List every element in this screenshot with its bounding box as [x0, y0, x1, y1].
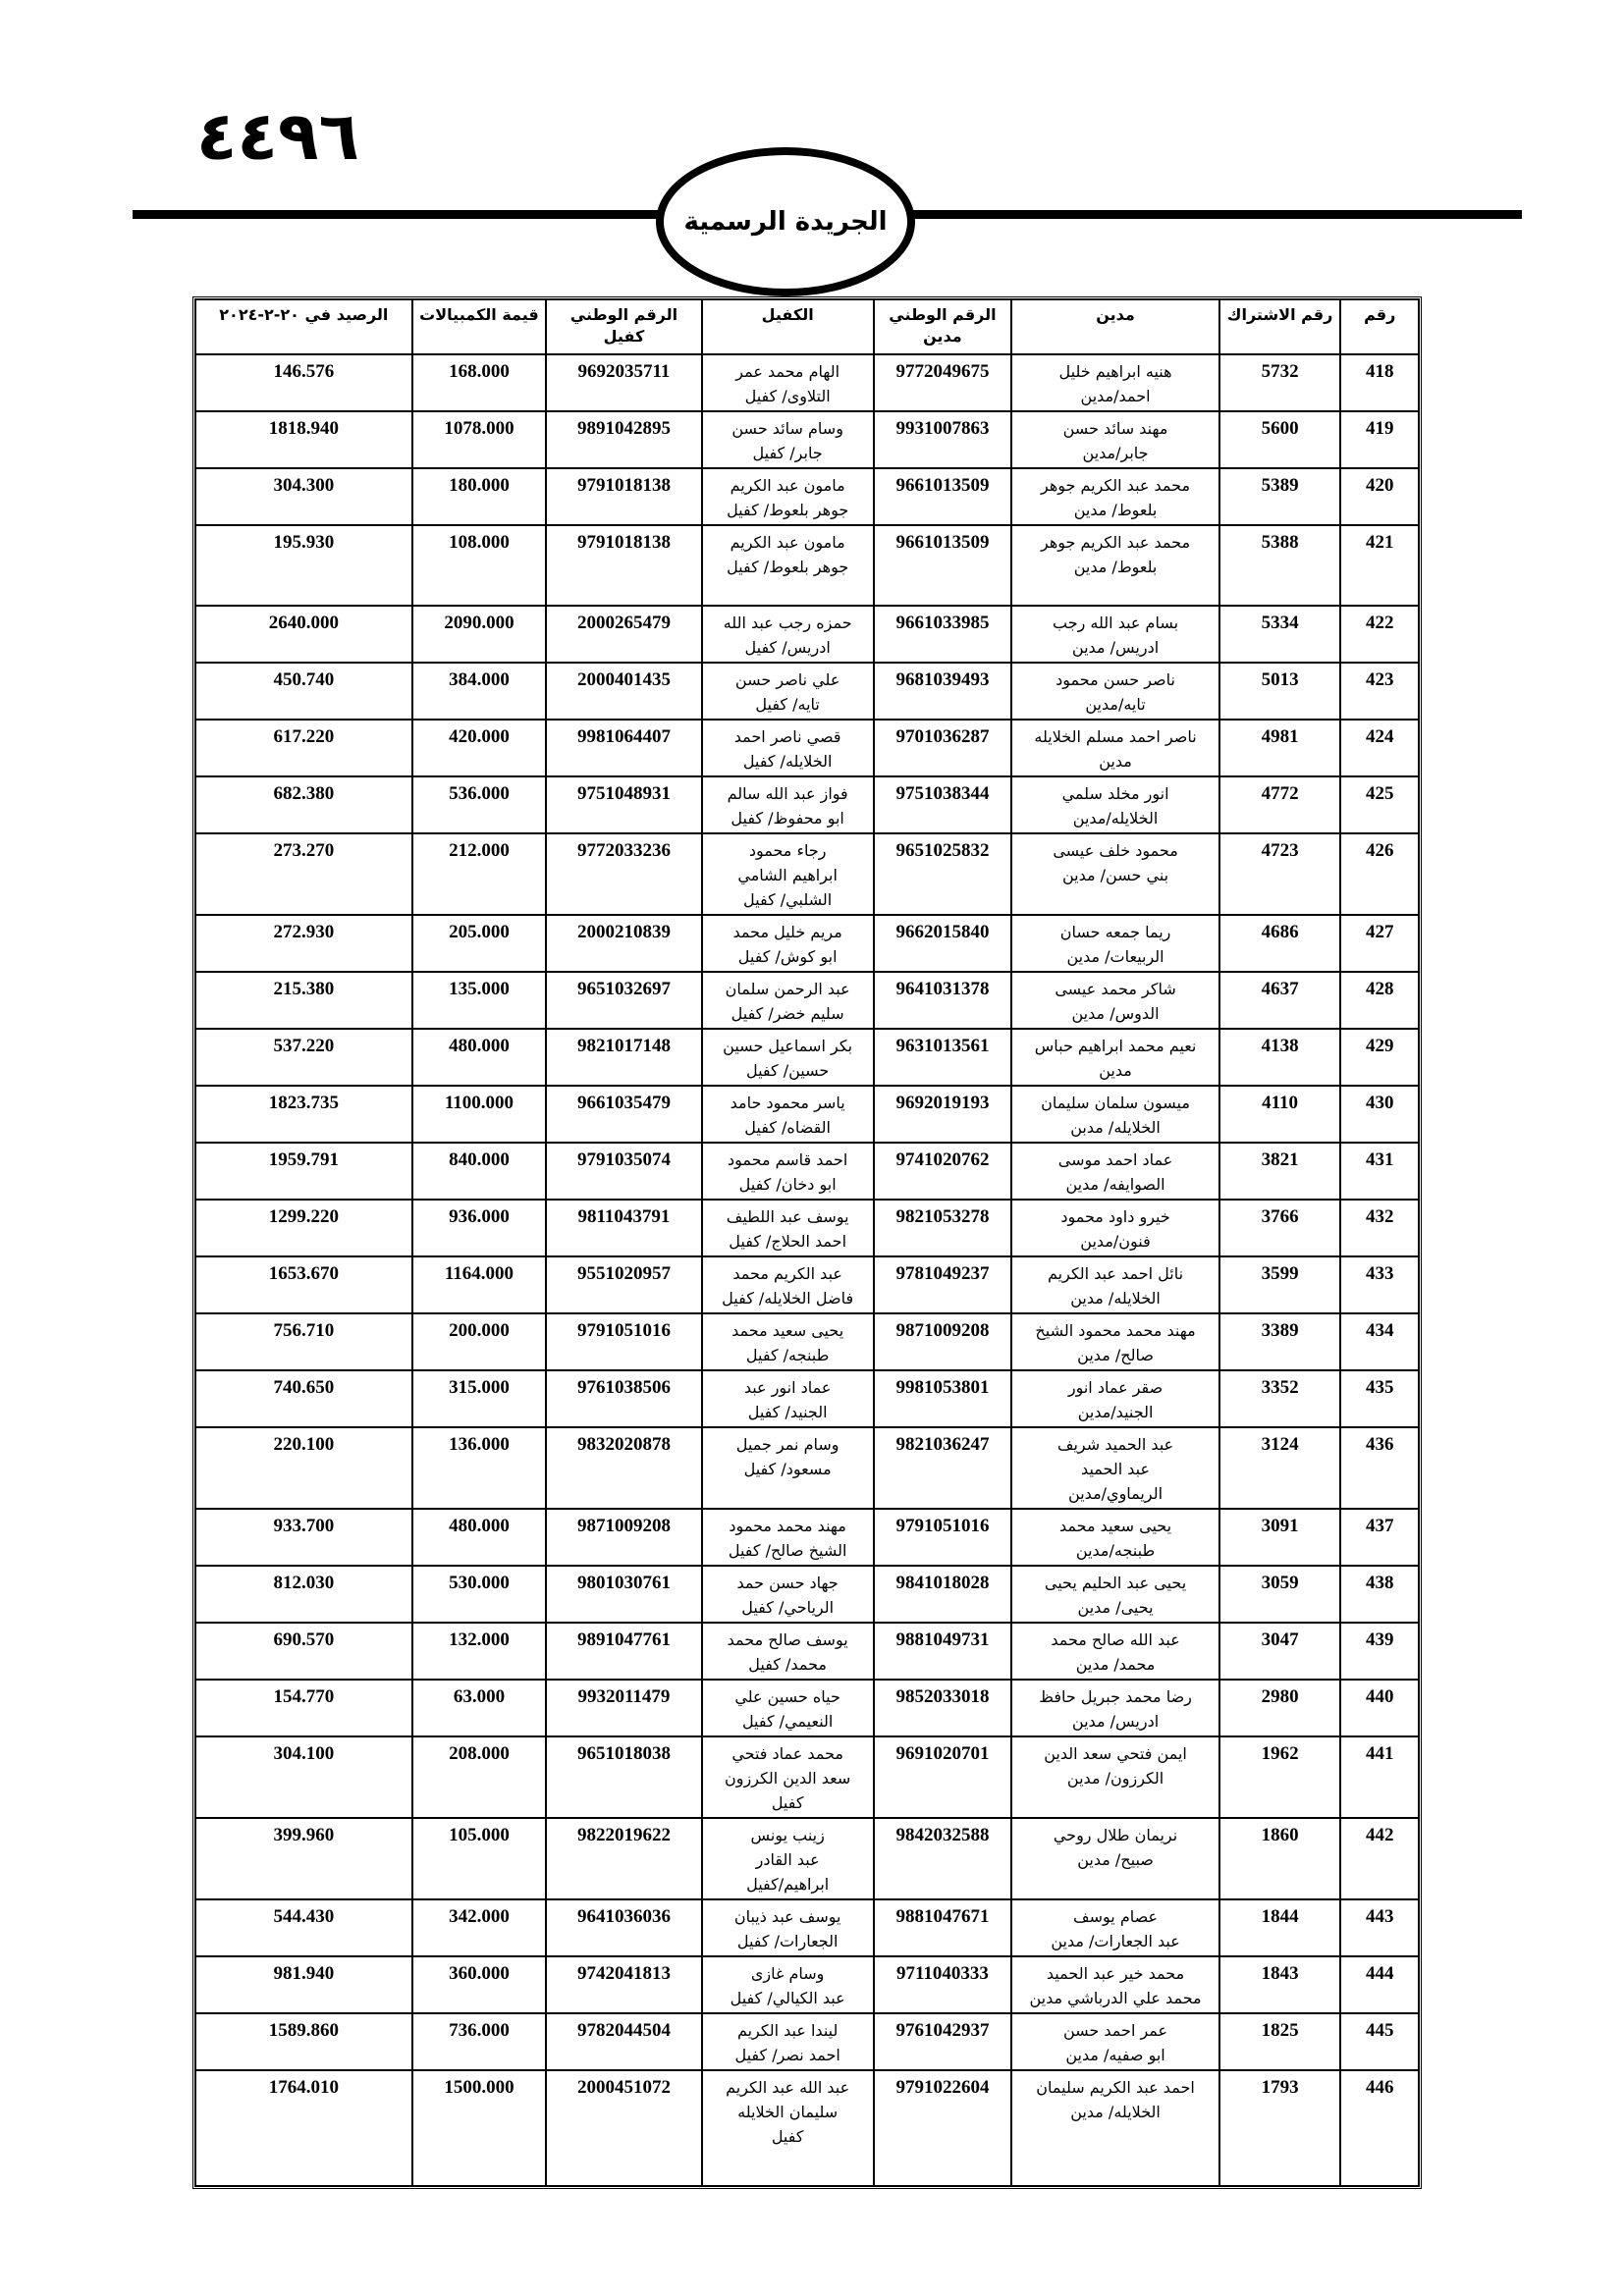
debtor-national-id: 9691020701: [874, 1736, 1012, 1818]
guarantor-national-id: 9791018138: [546, 468, 701, 525]
row-number: 432: [1340, 1200, 1419, 1256]
guarantor-name: مريم خليل محمد ابو كوش/ كفيل: [702, 915, 874, 972]
balance: 273.270: [195, 833, 412, 915]
balance: 399.960: [195, 1818, 412, 1899]
debtor-national-id: 9881049731: [874, 1623, 1012, 1680]
debtor-name: نعيم محمد ابراهيم حباس مدين: [1011, 1029, 1219, 1086]
balance: 215.380: [195, 972, 412, 1029]
subscription-number: 3352: [1219, 1370, 1341, 1427]
subscription-number: 5334: [1219, 606, 1341, 663]
table-row: [195, 1427, 1419, 1509]
debtor-name: مهند محمد محمود الشيخ صالح/ مدين: [1011, 1313, 1219, 1370]
guarantor-national-id: 9651032697: [546, 972, 701, 1029]
balance: 981.940: [195, 1956, 412, 2013]
guarantor-name: وسام نمر جميل مسعود/ كفيل: [702, 1427, 874, 1509]
guarantor-national-id: 9772033236: [546, 833, 701, 915]
table-row: [195, 1566, 1419, 1623]
subscription-number: 1843: [1219, 1956, 1341, 2013]
balance: 1589.860: [195, 2013, 412, 2070]
guarantor-name: وسام غازى عبد الكيالي/ كفيل: [702, 1956, 874, 2013]
subscription-number: 5732: [1219, 354, 1341, 411]
row-number: 425: [1340, 776, 1419, 833]
page-number: ٤٤٩٦: [196, 98, 360, 176]
col-debtor-id: الرقم الوطني مدين: [874, 299, 1012, 354]
balance: 195.930: [195, 525, 412, 606]
debtors-table: [192, 296, 1422, 2189]
bills-value: 2090.000: [412, 606, 547, 663]
bills-value: 530.000: [412, 1566, 547, 1623]
subscription-number: 3059: [1219, 1566, 1341, 1623]
row-number: 430: [1340, 1086, 1419, 1143]
debtor-national-id: 9931007863: [874, 411, 1012, 468]
guarantor-name: احمد قاسم محمود ابو دخان/ كفيل: [702, 1143, 874, 1200]
subscription-number: 3821: [1219, 1143, 1341, 1200]
debtor-national-id: 9772049675: [874, 354, 1012, 411]
table-row: [195, 1956, 1419, 2013]
bills-value: 1100.000: [412, 1086, 547, 1143]
row-number: 429: [1340, 1029, 1419, 1086]
guarantor-name: علي ناصر حسن تايه/ كفيل: [702, 663, 874, 720]
row-number: 441: [1340, 1736, 1419, 1818]
balance: 304.300: [195, 468, 412, 525]
table-row: [195, 1256, 1419, 1313]
row-number: 426: [1340, 833, 1419, 915]
guarantor-national-id: 9981064407: [546, 720, 701, 776]
table-row: [195, 606, 1419, 663]
guarantor-national-id: 2000210839: [546, 915, 701, 972]
guarantor-name: يوسف عبد اللطيف احمد الحلاج/ كفيل: [702, 1200, 874, 1256]
guarantor-national-id: 9811043791: [546, 1200, 701, 1256]
bills-value: 1078.000: [412, 411, 547, 468]
debtor-national-id: 9761042937: [874, 2013, 1012, 2070]
subscription-number: 3047: [1219, 1623, 1341, 1680]
guarantor-national-id: 9751048931: [546, 776, 701, 833]
subscription-number: 1825: [1219, 2013, 1341, 2070]
table-row: [195, 720, 1419, 776]
row-number: 427: [1340, 915, 1419, 972]
subscription-number: 4723: [1219, 833, 1341, 915]
table-row: [195, 1029, 1419, 1086]
row-number: 435: [1340, 1370, 1419, 1427]
guarantor-name: بكر اسماعيل حسين حسين/ كفيل: [702, 1029, 874, 1086]
debtor-name: ناصر احمد مسلم الخلايله مدين: [1011, 720, 1219, 776]
row-number: 443: [1340, 1899, 1419, 1956]
bills-value: 536.000: [412, 776, 547, 833]
debtor-national-id: 9661013509: [874, 525, 1012, 606]
subscription-number: 3766: [1219, 1200, 1341, 1256]
bills-value: 180.000: [412, 468, 547, 525]
bills-value: 1500.000: [412, 2070, 547, 2186]
table-row: [195, 1509, 1419, 1566]
subscription-number: 5388: [1219, 525, 1341, 606]
bills-value: 168.000: [412, 354, 547, 411]
table-row: [195, 1200, 1419, 1256]
table-row: [195, 972, 1419, 1029]
balance: 1764.010: [195, 2070, 412, 2186]
debtor-name: بسام عبد الله رجب ادريس/ مدين: [1011, 606, 1219, 663]
row-number: 445: [1340, 2013, 1419, 2070]
debtor-national-id: 9852033018: [874, 1680, 1012, 1736]
row-number: 442: [1340, 1818, 1419, 1899]
col-subscription: رقم الاشتراك: [1219, 299, 1341, 354]
debtor-name: ميسون سلمان سليمان الخلايله/ مدبن: [1011, 1086, 1219, 1143]
debtor-national-id: 9651025832: [874, 833, 1012, 915]
guarantor-national-id: 9782044504: [546, 2013, 701, 2070]
balance: 933.700: [195, 1509, 412, 1566]
table-row: [195, 1370, 1419, 1427]
debtor-national-id: 9841018028: [874, 1566, 1012, 1623]
gazette-title-oval: [656, 147, 915, 296]
debtor-name: يحيى عبد الحليم يحيى يحيى/ مدين: [1011, 1566, 1219, 1623]
guarantor-national-id: 9641036036: [546, 1899, 701, 1956]
table-row: [195, 1818, 1419, 1899]
guarantor-name: حياه حسين علي النعيمي/ كفيل: [702, 1680, 874, 1736]
col-no: رقم: [1340, 299, 1419, 354]
debtor-national-id: 9661033985: [874, 606, 1012, 663]
bills-value: 105.000: [412, 1818, 547, 1899]
table-header: [195, 299, 1419, 354]
subscription-number: 1860: [1219, 1818, 1341, 1899]
table-row: [195, 1680, 1419, 1736]
guarantor-national-id: 9742041813: [546, 1956, 701, 2013]
guarantor-national-id: 9651018038: [546, 1736, 701, 1818]
guarantor-national-id: 9821017148: [546, 1029, 701, 1086]
col-debtor: مدين: [1011, 299, 1219, 354]
balance: 2640.000: [195, 606, 412, 663]
subscription-number: 2980: [1219, 1680, 1341, 1736]
subscription-number: 3124: [1219, 1427, 1341, 1509]
subscription-number: 3091: [1219, 1509, 1341, 1566]
debtor-national-id: 9692019193: [874, 1086, 1012, 1143]
subscription-number: 1793: [1219, 2070, 1341, 2186]
guarantor-national-id: 9801030761: [546, 1566, 701, 1623]
guarantor-name: مهند محمد محمود الشيخ صالح/ كفيل: [702, 1509, 874, 1566]
bills-value: 342.000: [412, 1899, 547, 1956]
balance: 1299.220: [195, 1200, 412, 1256]
debtor-name: عمر احمد حسن ابو صفيه/ مدين: [1011, 2013, 1219, 2070]
guarantor-name: يوسف صالح محمد محمد/ كفيل: [702, 1623, 874, 1680]
row-number: 434: [1340, 1313, 1419, 1370]
subscription-number: 3599: [1219, 1256, 1341, 1313]
bills-value: 936.000: [412, 1200, 547, 1256]
row-number: 422: [1340, 606, 1419, 663]
debtor-national-id: 9701036287: [874, 720, 1012, 776]
guarantor-name: زينب يونس عبد القادر ابراهيم/كفيل: [702, 1818, 874, 1899]
debtor-name: يحيى سعيد محمد طبنجه/مدين: [1011, 1509, 1219, 1566]
debtor-national-id: 9791022604: [874, 2070, 1012, 2186]
bills-value: 736.000: [412, 2013, 547, 2070]
debtor-national-id: 9661013509: [874, 468, 1012, 525]
bills-value: 1164.000: [412, 1256, 547, 1313]
debtor-name: محمد عبد الكريم جوهر بلعوط/ مدين: [1011, 468, 1219, 525]
guarantor-national-id: 9871009208: [546, 1509, 701, 1566]
bills-value: 136.000: [412, 1427, 547, 1509]
balance: 617.220: [195, 720, 412, 776]
table-row: [195, 1143, 1419, 1200]
row-number: 420: [1340, 468, 1419, 525]
guarantor-name: جهاد حسن حمد الرياحي/ كفيل: [702, 1566, 874, 1623]
guarantor-national-id: 9932011479: [546, 1680, 701, 1736]
debtor-national-id: 9631013561: [874, 1029, 1012, 1086]
table-row: [195, 663, 1419, 720]
bills-value: 200.000: [412, 1313, 547, 1370]
guarantor-national-id: 2000265479: [546, 606, 701, 663]
debtor-national-id: 9981053801: [874, 1370, 1012, 1427]
row-number: 419: [1340, 411, 1419, 468]
bills-value: 205.000: [412, 915, 547, 972]
subscription-number: 4772: [1219, 776, 1341, 833]
guarantor-name: عبد الكريم محمد فاضل الخلايله/ كفيل: [702, 1256, 874, 1313]
bills-value: 63.000: [412, 1680, 547, 1736]
row-number: 418: [1340, 354, 1419, 411]
subscription-number: 4686: [1219, 915, 1341, 972]
bills-value: 132.000: [412, 1623, 547, 1680]
table-row: [195, 1899, 1419, 1956]
row-number: 428: [1340, 972, 1419, 1029]
guarantor-name: وسام سائد حسن جابر/ كفيل: [702, 411, 874, 468]
debtor-national-id: 9781049237: [874, 1256, 1012, 1313]
debtor-name: نريمان طلال روحي صبيح/ مدين: [1011, 1818, 1219, 1899]
balance: 756.710: [195, 1313, 412, 1370]
debtor-name: شاكر محمد عيسى الدوس/ مدين: [1011, 972, 1219, 1029]
debtor-national-id: 9842032588: [874, 1818, 1012, 1899]
row-number: 437: [1340, 1509, 1419, 1566]
subscription-number: 3389: [1219, 1313, 1341, 1370]
debtor-national-id: 9821053278: [874, 1200, 1012, 1256]
guarantor-national-id: 9761038506: [546, 1370, 701, 1427]
debtor-national-id: 9881047671: [874, 1899, 1012, 1956]
col-guarantor: الكفيل: [702, 299, 874, 354]
bills-value: 384.000: [412, 663, 547, 720]
table-row: [195, 776, 1419, 833]
bills-value: 480.000: [412, 1029, 547, 1086]
subscription-number: 5389: [1219, 468, 1341, 525]
bills-value: 208.000: [412, 1736, 547, 1818]
row-number: 438: [1340, 1566, 1419, 1623]
row-number: 440: [1340, 1680, 1419, 1736]
bills-value: 135.000: [412, 972, 547, 1029]
guarantor-name: محمد عماد فتحي سعد الدين الكرزون كفيل: [702, 1736, 874, 1818]
balance: 1818.940: [195, 411, 412, 468]
debtor-name: صقر عماد انور الجنيد/مدين: [1011, 1370, 1219, 1427]
debtor-national-id: 9741020762: [874, 1143, 1012, 1200]
guarantor-name: الهام محمد عمر التلاوى/ كفيل: [702, 354, 874, 411]
subscription-number: 1844: [1219, 1899, 1341, 1956]
row-number: 424: [1340, 720, 1419, 776]
table-row: [195, 525, 1419, 606]
balance: 690.570: [195, 1623, 412, 1680]
col-balance: الرصيد في ٢٠-٢-٢٠٢٤: [195, 299, 412, 354]
debtor-national-id: 9662015840: [874, 915, 1012, 972]
bills-value: 840.000: [412, 1143, 547, 1200]
debtor-name: عماد احمد موسى الصوايفه/ مدين: [1011, 1143, 1219, 1200]
debtor-national-id: 9681039493: [874, 663, 1012, 720]
guarantor-national-id: 9791035074: [546, 1143, 701, 1200]
col-bills: قيمة الكمبيالات: [412, 299, 547, 354]
balance: 1653.670: [195, 1256, 412, 1313]
table-row: [195, 1623, 1419, 1680]
guarantor-name: ياسر محمود حامد القضاه/ كفيل: [702, 1086, 874, 1143]
balance: 740.650: [195, 1370, 412, 1427]
debtor-name: محمد عبد الكريم جوهر بلعوط/ مدين: [1011, 525, 1219, 606]
debtor-name: هنيه ابراهيم خليل احمد/مدين: [1011, 354, 1219, 411]
guarantor-national-id: 9822019622: [546, 1818, 701, 1899]
balance: 146.576: [195, 354, 412, 411]
guarantor-national-id: 9791018138: [546, 525, 701, 606]
guarantor-national-id: 9692035711: [546, 354, 701, 411]
debtor-national-id: 9751038344: [874, 776, 1012, 833]
debtor-national-id: 9821036247: [874, 1427, 1012, 1509]
row-number: 433: [1340, 1256, 1419, 1313]
col-guarantor-id: الرقم الوطني كفيل: [546, 299, 701, 354]
debtor-name: نائل احمد عبد الكريم الخلايله/ مدين: [1011, 1256, 1219, 1313]
bills-value: 480.000: [412, 1509, 547, 1566]
subscription-number: 4981: [1219, 720, 1341, 776]
debtor-name: احمد عبد الكريم سليمان الخلايله/ مدين: [1011, 2070, 1219, 2186]
debtor-national-id: 9711040333: [874, 1956, 1012, 2013]
debtor-name: خيرو داود محمود فنون/مدين: [1011, 1200, 1219, 1256]
debtor-national-id: 9791051016: [874, 1509, 1012, 1566]
balance: 1959.791: [195, 1143, 412, 1200]
guarantor-name: عماد انور عبد الجنيد/ كفيل: [702, 1370, 874, 1427]
guarantor-national-id: 2000401435: [546, 663, 701, 720]
table-row: [195, 2013, 1419, 2070]
guarantor-national-id: 2000451072: [546, 2070, 701, 2186]
gazette-title: الجريدة الرسمية: [683, 207, 888, 237]
row-number: 436: [1340, 1427, 1419, 1509]
balance: 220.100: [195, 1427, 412, 1509]
row-number: 439: [1340, 1623, 1419, 1680]
subscription-number: 5600: [1219, 411, 1341, 468]
balance: 682.380: [195, 776, 412, 833]
guarantor-name: قصي ناصر احمد الخلايله/ كفيل: [702, 720, 874, 776]
row-number: 444: [1340, 1956, 1419, 2013]
bills-value: 360.000: [412, 1956, 547, 2013]
debtor-name: ايمن فتحي سعد الدين الكرزون/ مدين: [1011, 1736, 1219, 1818]
subscription-number: 5013: [1219, 663, 1341, 720]
table-row: [195, 411, 1419, 468]
row-number: 431: [1340, 1143, 1419, 1200]
debtor-name: عبد الحميد شريف عبد الحميد الريماوي/مدين: [1011, 1427, 1219, 1509]
guarantor-national-id: 9791051016: [546, 1313, 701, 1370]
guarantor-name: يوسف عبد ذيبان الجعارات/ كفيل: [702, 1899, 874, 1956]
guarantor-name: عبد الله عبد الكريم سليمان الخلايله كفيل: [702, 2070, 874, 2186]
row-number: 421: [1340, 525, 1419, 606]
guarantor-national-id: 9551020957: [546, 1256, 701, 1313]
bills-value: 315.000: [412, 1370, 547, 1427]
guarantor-national-id: 9891047761: [546, 1623, 701, 1680]
balance: 154.770: [195, 1680, 412, 1736]
table-row: [195, 833, 1419, 915]
guarantor-national-id: 9891042895: [546, 411, 701, 468]
table-row: [195, 2070, 1419, 2186]
row-number: 446: [1340, 2070, 1419, 2186]
bills-value: 212.000: [412, 833, 547, 915]
debtor-name: عبد الله صالح محمد محمد/ مدين: [1011, 1623, 1219, 1680]
debtor-name: مهند سائد حسن جابر/مدين: [1011, 411, 1219, 468]
debtor-name: رضا محمد جبريل حافظ ادريس/ مدين: [1011, 1680, 1219, 1736]
debtor-name: محمود خلف عيسى بني حسن/ مدين: [1011, 833, 1219, 915]
table-row: [195, 468, 1419, 525]
debtor-name: انور مخلد سلمي الخلايله/مدين: [1011, 776, 1219, 833]
subscription-number: 4138: [1219, 1029, 1341, 1086]
row-number: 423: [1340, 663, 1419, 720]
balance: 544.430: [195, 1899, 412, 1956]
guarantor-name: ليندا عبد الكريم احمد نصر/ كفيل: [702, 2013, 874, 2070]
balance: 450.740: [195, 663, 412, 720]
guarantor-national-id: 9661035479: [546, 1086, 701, 1143]
table-row: [195, 1086, 1419, 1143]
guarantor-name: مامون عبد الكريم جوهر بلعوط/ كفيل: [702, 468, 874, 525]
debtor-name: ناصر حسن محمود تايه/مدين: [1011, 663, 1219, 720]
subscription-number: 4637: [1219, 972, 1341, 1029]
table-row: [195, 915, 1419, 972]
debtor-name: ريما جمعه حسان الربيعات/ مدين: [1011, 915, 1219, 972]
debtor-name: محمد خير عبد الحميد محمد علي الدرباشي مدين: [1011, 1956, 1219, 2013]
balance: 304.100: [195, 1736, 412, 1818]
guarantor-name: فواز عبد الله سالم ابو محفوظ/ كفيل: [702, 776, 874, 833]
subscription-number: 1962: [1219, 1736, 1341, 1818]
debtor-name: عصام يوسف عبد الجعارات/ مدين: [1011, 1899, 1219, 1956]
bills-value: 108.000: [412, 525, 547, 606]
guarantor-name: يحيى سعيد محمد طبنجه/ كفيل: [702, 1313, 874, 1370]
guarantor-national-id: 9832020878: [546, 1427, 701, 1509]
debtor-national-id: 9641031378: [874, 972, 1012, 1029]
subscription-number: 4110: [1219, 1086, 1341, 1143]
balance: 812.030: [195, 1566, 412, 1623]
bills-value: 420.000: [412, 720, 547, 776]
guarantor-name: حمزه رجب عبد الله ادريس/ كفيل: [702, 606, 874, 663]
debtor-national-id: 9871009208: [874, 1313, 1012, 1370]
balance: 537.220: [195, 1029, 412, 1086]
table-row: [195, 1313, 1419, 1370]
guarantor-name: رجاء محمود ابراهيم الشامي الشلبي/ كفيل: [702, 833, 874, 915]
balance: 272.930: [195, 915, 412, 972]
table-row: [195, 1736, 1419, 1818]
guarantor-name: عبد الرحمن سلمان سليم خضر/ كفيل: [702, 972, 874, 1029]
guarantor-name: مامون عبد الكريم جوهر بلعوط/ كفيل: [702, 525, 874, 606]
table-row: [195, 354, 1419, 411]
balance: 1823.735: [195, 1086, 412, 1143]
